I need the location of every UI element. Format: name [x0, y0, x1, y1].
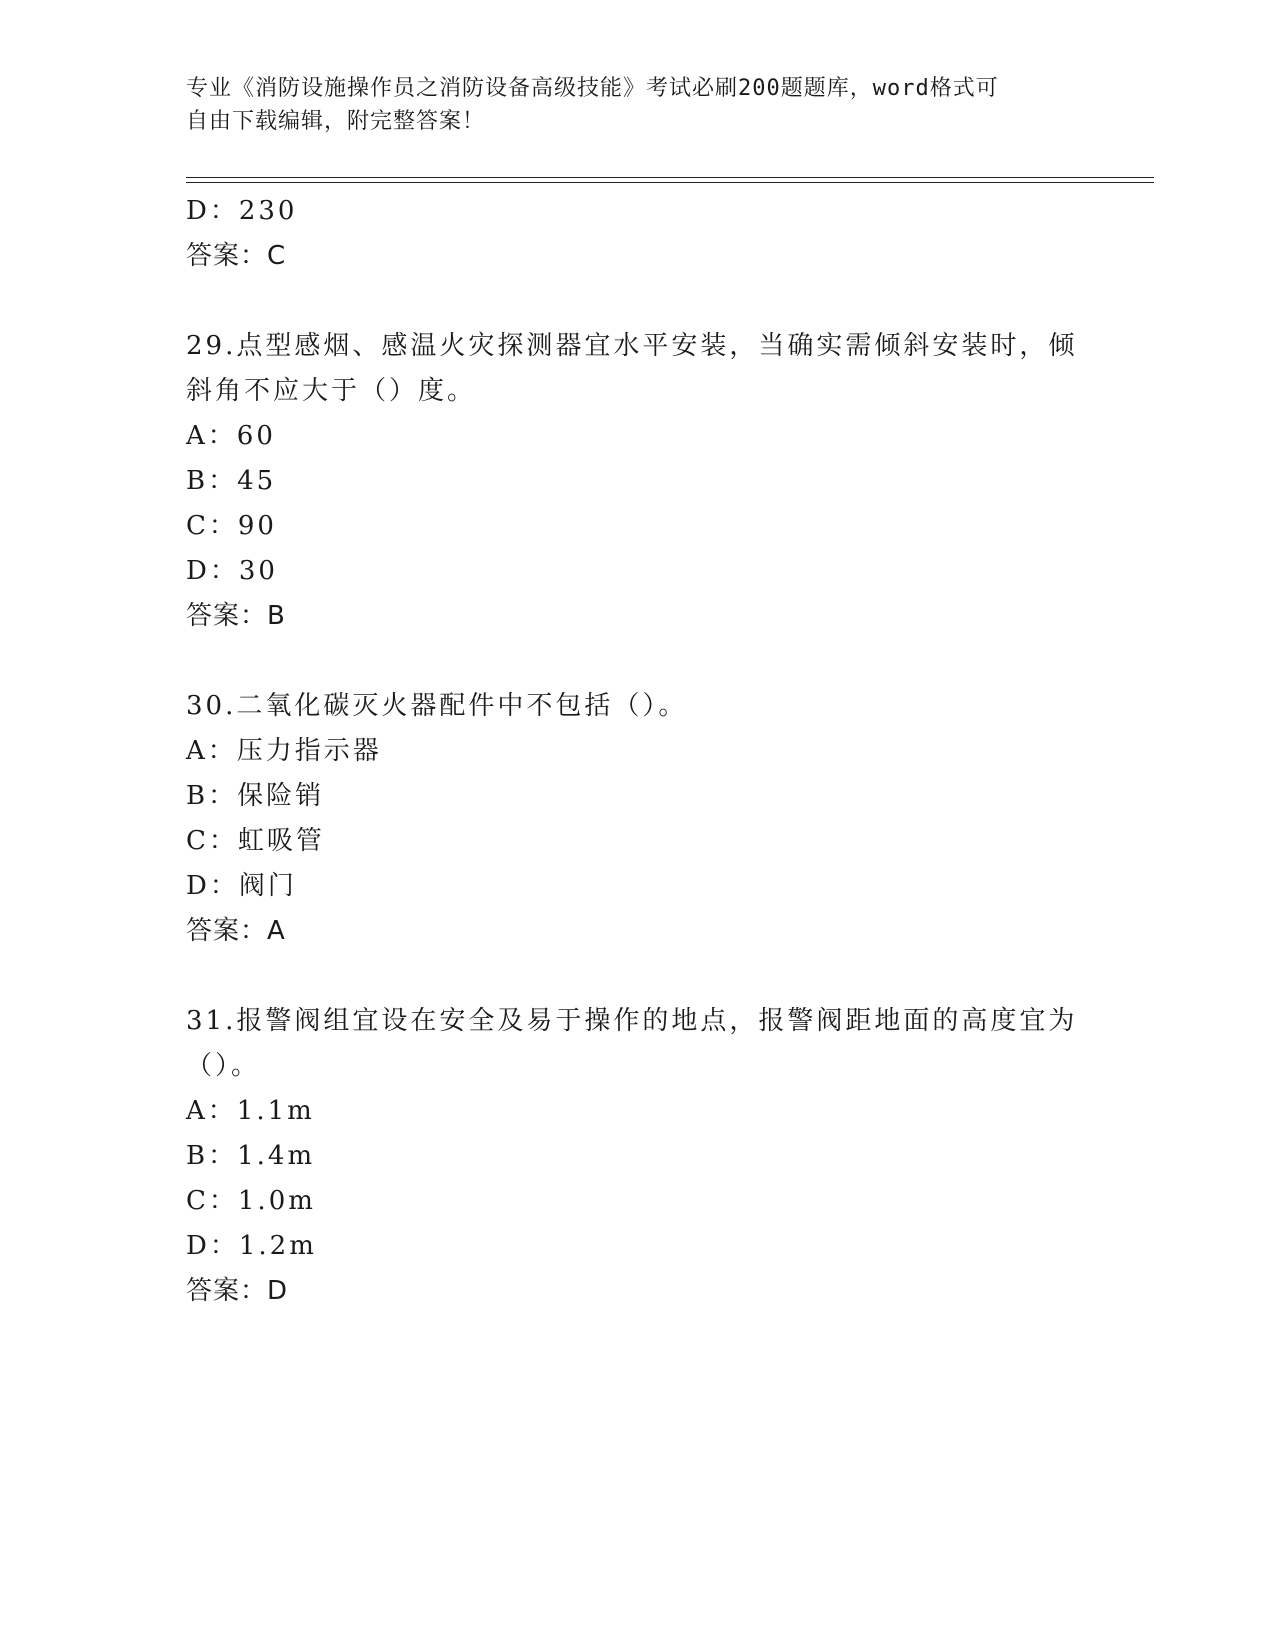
- q28-answer: 答案：C: [186, 241, 287, 271]
- q31-option-b: B：1.4m: [186, 1141, 316, 1171]
- q30-option-b: B：保险销: [186, 781, 325, 811]
- document-header: [186, 72, 1076, 138]
- header-line-1: 专业《消防设施操作员之消防设备高级技能》考试必刷200题题库，word格式可: [186, 76, 999, 101]
- q30-stem: 30.二氧化碳灭火器配件中不包括（）。: [186, 691, 688, 721]
- q29-stem-line-2: 斜角不应大于（）度。: [186, 376, 477, 406]
- q31-answer: 答案：D: [186, 1276, 289, 1306]
- q29-option-a: A：60: [186, 421, 276, 451]
- q30-answer: 答案：A: [186, 916, 286, 946]
- q30-option-c: C：虹吸管: [186, 826, 325, 856]
- q31-option-c: C：1.0m: [186, 1186, 316, 1216]
- q31-option-a: A：1.1m: [186, 1096, 315, 1126]
- header-divider-bottom: [186, 182, 1154, 183]
- q29-stem-line-1: 29.点型感烟、感温火灾探测器宜水平安装，当确实需倾斜安装时，倾: [186, 331, 1078, 361]
- q28-option-d: D：230: [186, 196, 298, 226]
- q31-stem-line-1: 31.报警阀组宜设在安全及易于操作的地点，报警阀距地面的高度宜为: [186, 1006, 1078, 1036]
- q29-option-b: B：45: [186, 466, 277, 496]
- header-divider-top: [186, 177, 1154, 178]
- q31-option-d: D：1.2m: [186, 1231, 317, 1261]
- q29-answer: 答案：B: [186, 601, 286, 631]
- q29-option-d: D：30: [186, 556, 278, 586]
- q31-stem-line-2: （）。: [186, 1051, 261, 1081]
- q29-option-c: C：90: [186, 511, 277, 541]
- header-line-2: 自由下载编辑，附完整答案！: [186, 109, 486, 134]
- q30-option-a: A：压力指示器: [186, 736, 382, 766]
- q30-option-d: D：阀门: [186, 871, 297, 901]
